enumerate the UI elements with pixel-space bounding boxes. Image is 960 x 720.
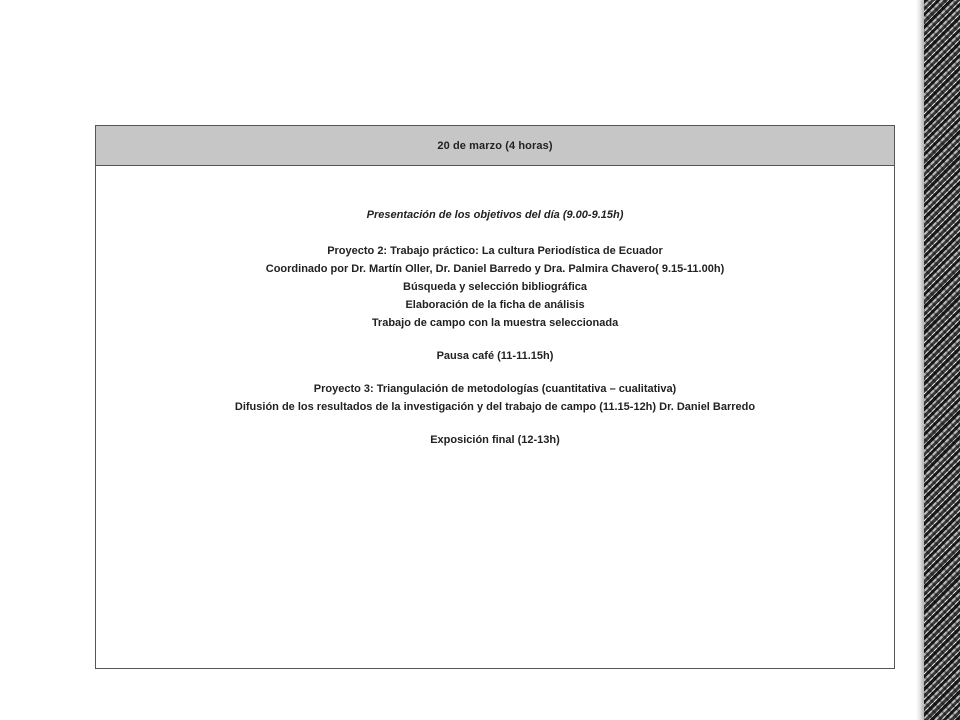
task-fieldwork: Trabajo de campo con la muestra seleccionada [371, 317, 619, 329]
project3-title: Proyecto 3: Triangulación de metodologías (cuantitativa – cualitativa) [313, 383, 677, 395]
task-search: Búsqueda y selección bibliográfica [403, 281, 587, 293]
spacer [96, 224, 894, 242]
coffee-break: Pausa café (11-11.15h) [436, 350, 554, 362]
schedule-body [96, 166, 894, 449]
schedule-table [95, 125, 895, 669]
schedule-header [96, 126, 894, 166]
spacer [96, 332, 894, 347]
final-exposition: Exposición final (12-13h) [430, 434, 560, 446]
spacer [96, 365, 894, 380]
task-sheet: Elaboración de la ficha de análisis [405, 299, 585, 311]
spacer [96, 416, 894, 431]
schedule-date-title: 20 de marzo (4 horas) [437, 139, 553, 152]
intro-line: Presentación de los objetivos del día (9.00-9.15h) [366, 209, 624, 221]
project2-title: Proyecto 2: Trabajo práctico: La cultura Periodística de Ecuador [327, 245, 663, 257]
project2-coordinators: Coordinado por Dr. Martín Oller, Dr. Daniel Barredo y Dra. Palmira Chavero( 9.15-11.00h) [265, 263, 725, 275]
decorative-side-border [924, 0, 960, 720]
project3-dissemination: Difusión de los resultados de la investigación y del trabajo de campo (11.15-12h) Dr. Daniel Barredo [234, 401, 756, 413]
